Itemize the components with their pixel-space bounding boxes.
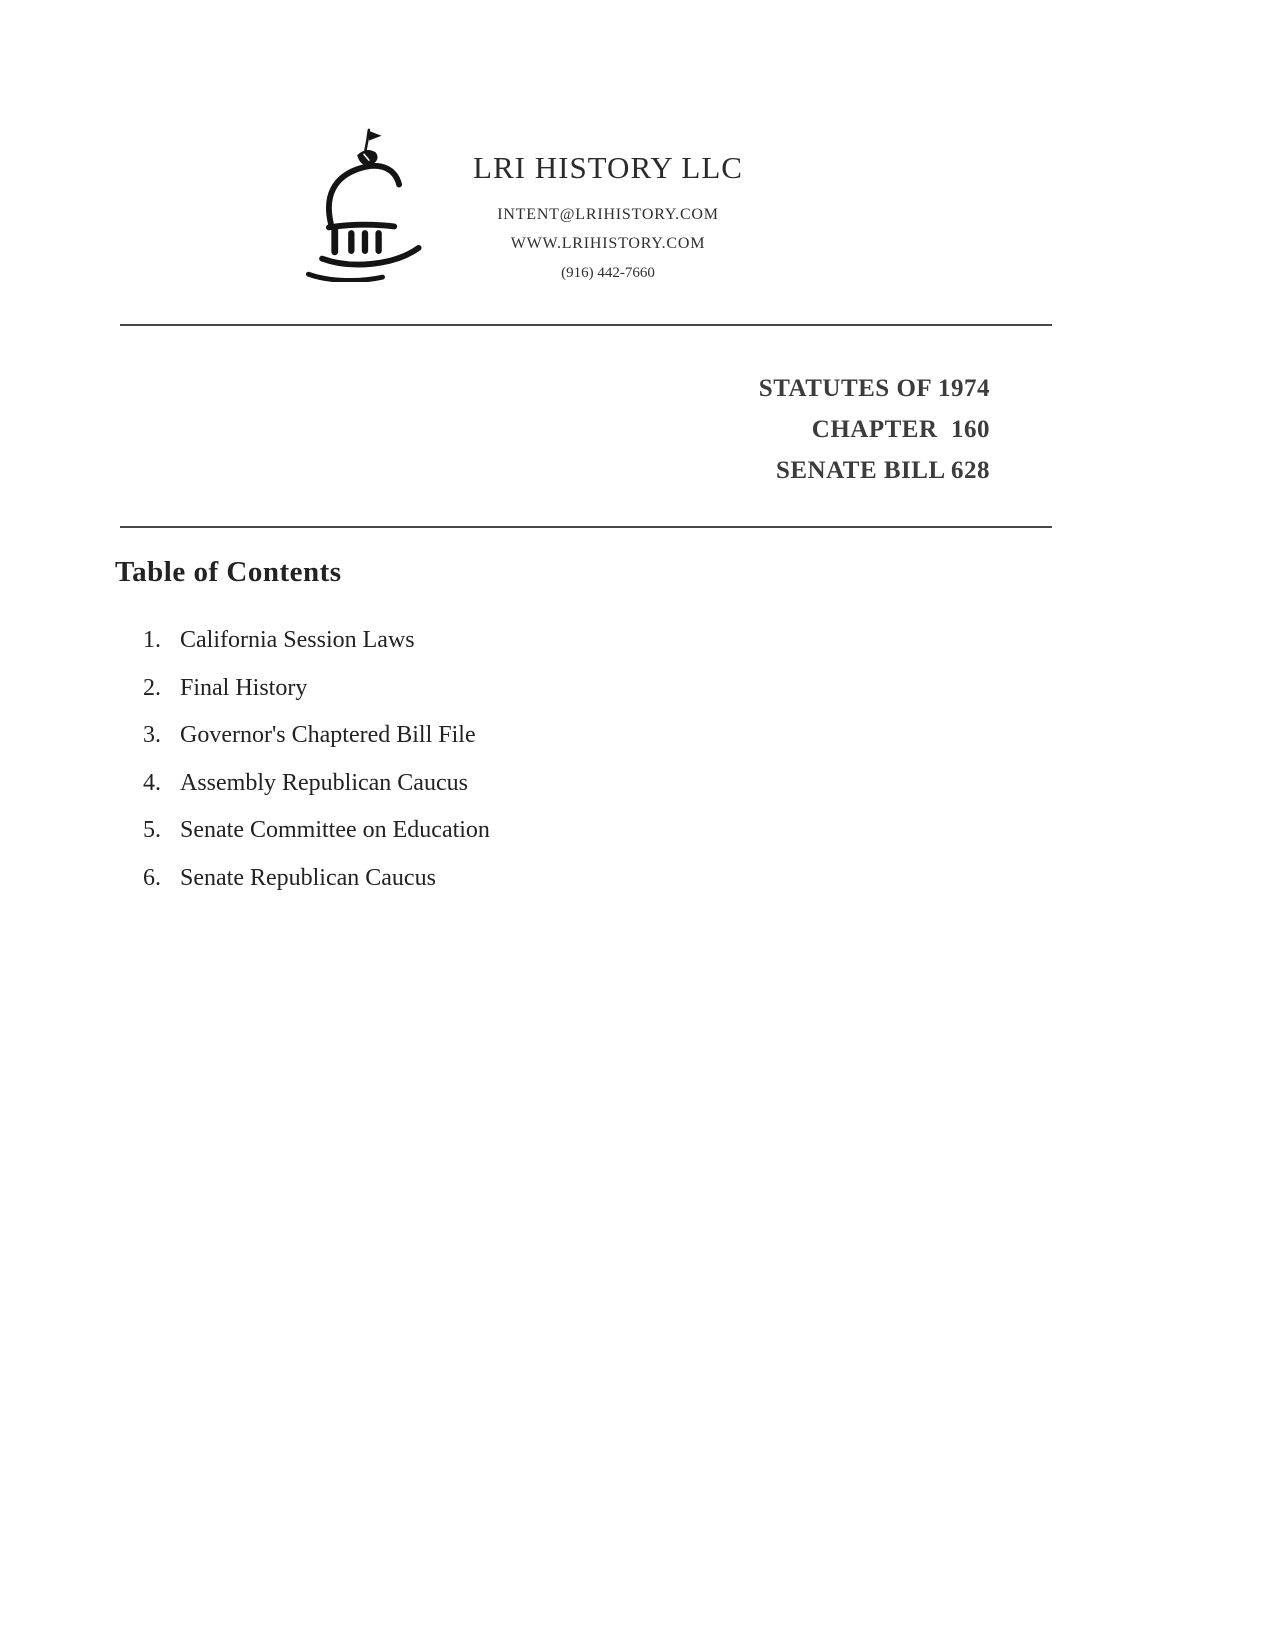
company-email: INTENT@LRIHISTORY.COM xyxy=(497,206,719,223)
toc-item xyxy=(143,770,1015,818)
divider-bottom xyxy=(120,526,1052,528)
company-website: WWW.LRIHISTORY.COM xyxy=(510,235,706,252)
toc-heading: Table of Contents xyxy=(115,556,342,588)
toc-item-label: Senate Committee on Education xyxy=(180,817,490,843)
toc-item-number: 6. xyxy=(143,864,161,891)
toc-item-number: 4. xyxy=(143,769,161,796)
toc-item-label: Governor's Chaptered Bill File xyxy=(180,722,476,748)
toc-item-number: 5. xyxy=(143,817,161,843)
toc-item xyxy=(143,675,1015,723)
toc-item-label: Final History xyxy=(180,674,308,701)
letterhead xyxy=(296,126,784,288)
toc-item-label: California Session Laws xyxy=(180,627,415,653)
letterhead-contact xyxy=(432,126,784,288)
toc-item xyxy=(143,627,1015,675)
chapter-line: CHAPTER 160 xyxy=(811,416,990,443)
toc-item-number: 3. xyxy=(143,722,161,748)
toc-list xyxy=(143,627,1015,912)
senate-bill-line: SENATE BILL 628 xyxy=(775,457,990,484)
capitol-building-icon xyxy=(296,126,432,282)
toc-item xyxy=(143,865,1015,913)
toc-item-number: 1. xyxy=(143,627,161,653)
toc-item xyxy=(143,817,1015,865)
toc-item-label: Assembly Republican Caucus xyxy=(180,769,468,796)
title-block xyxy=(759,368,990,491)
toc-item xyxy=(143,722,1015,770)
divider-top xyxy=(120,324,1052,326)
table-of-contents xyxy=(115,556,1015,912)
company-name: LRI HISTORY LLC xyxy=(473,150,743,185)
statutes-line: STATUTES OF 1974 xyxy=(758,375,990,402)
company-phone: (916) 442-7660 xyxy=(561,265,655,281)
toc-item-label: Senate Republican Caucus xyxy=(180,864,436,891)
toc-item-number: 2. xyxy=(143,674,161,701)
